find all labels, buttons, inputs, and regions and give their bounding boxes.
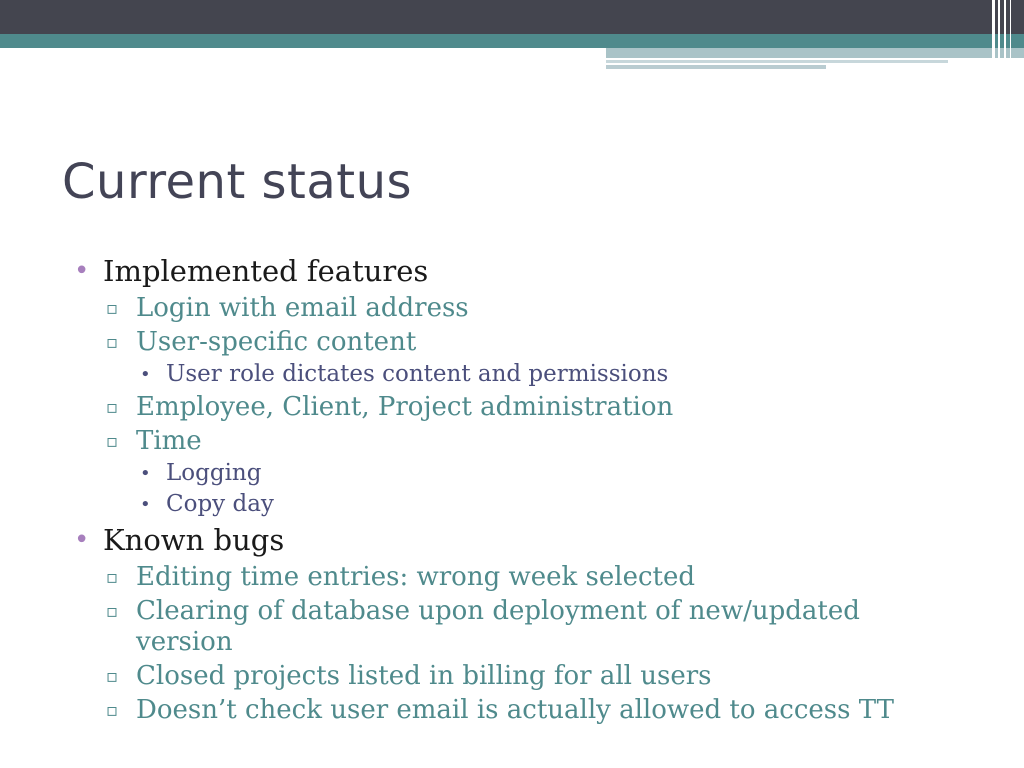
bullet-text: Employee, Client, Project administration <box>136 392 674 422</box>
bullet-level2 <box>0 426 1024 457</box>
header-stripe <box>1010 0 1011 70</box>
bullet-square-icon: ▫ <box>106 601 119 622</box>
bullet-list <box>0 250 1024 726</box>
bullet-level3 <box>0 490 1024 519</box>
bullet-level2 <box>0 293 1024 324</box>
bullet-dot-icon: • <box>74 525 90 555</box>
header-dark-bar <box>0 0 1024 34</box>
header-teal-bar <box>0 34 1024 48</box>
bullet-level2 <box>0 562 1024 593</box>
bullet-small-dot-icon: • <box>140 463 151 484</box>
bullet-square-icon: ▫ <box>106 298 119 319</box>
bullet-text: Login with email address <box>136 293 469 323</box>
bullet-level2 <box>0 392 1024 423</box>
bullet-text: Time <box>136 426 202 456</box>
bullet-dot-icon: • <box>74 256 90 286</box>
bullet-square-icon: ▫ <box>106 666 119 687</box>
bullet-text: Copy day <box>166 491 274 517</box>
header-stripe <box>998 0 1000 70</box>
bullet-level2 <box>0 661 1024 692</box>
header-accent-line <box>606 60 948 63</box>
bullet-text: Editing time entries: wrong week selected <box>136 562 696 592</box>
bullet-square-icon: ▫ <box>106 567 119 588</box>
bullet-level2 <box>0 596 1024 658</box>
header-stripe <box>992 0 995 70</box>
bullet-level2 <box>0 695 1024 726</box>
bullet-text: User role dictates content and permissions <box>166 361 669 387</box>
bullet-square-icon: ▫ <box>106 431 119 452</box>
bullet-text: Logging <box>166 460 262 486</box>
bullet-level1 <box>0 252 1024 290</box>
header-accent-line <box>606 65 826 69</box>
bullet-small-dot-icon: • <box>140 364 151 385</box>
bullet-small-dot-icon: • <box>140 494 151 515</box>
bullet-text: Known bugs <box>103 523 285 557</box>
slide-title: Current status <box>62 154 413 210</box>
bullet-level1 <box>0 521 1024 559</box>
bullet-square-icon: ▫ <box>106 700 119 721</box>
header-stripe <box>1004 0 1006 70</box>
bullet-level3 <box>0 459 1024 488</box>
bullet-square-icon: ▫ <box>106 332 119 353</box>
bullet-square-icon: ▫ <box>106 397 119 418</box>
bullet-text: Implemented features <box>103 254 429 288</box>
bullet-level2 <box>0 327 1024 358</box>
bullet-text: User-specific content <box>136 327 417 357</box>
bullet-level3 <box>0 360 1024 389</box>
bullet-text: Doesn’t check user email is actually allowed to access TT <box>136 695 894 725</box>
bullet-text: Clearing of database upon deployment of new/updated version <box>136 596 860 657</box>
header-light-bar <box>606 48 1024 58</box>
bullet-text: Closed projects listed in billing for all users <box>136 661 712 691</box>
